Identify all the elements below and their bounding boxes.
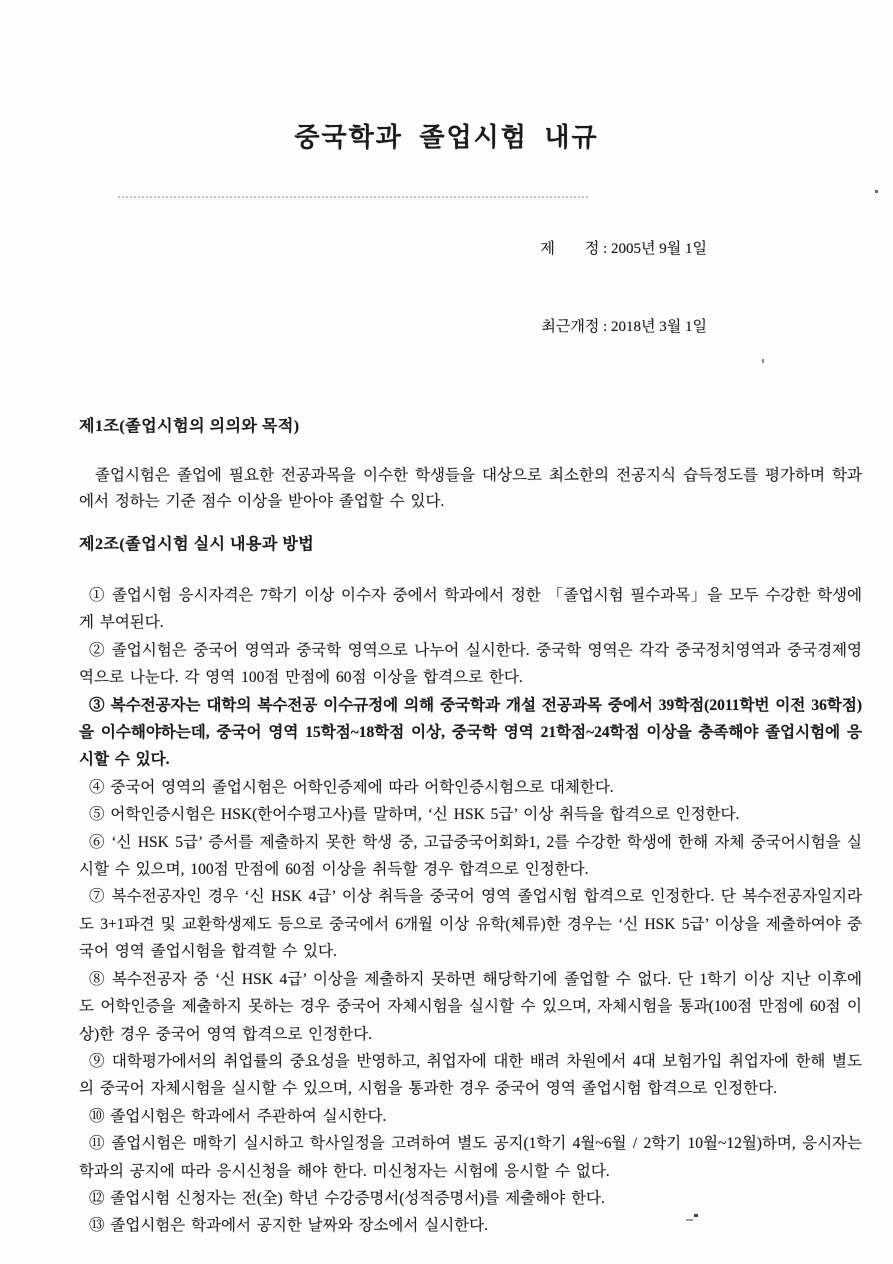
scan-artifact-speck [762,359,764,363]
article-2-item: ⑧ 복수전공자 중 ‘신 HSK 4급’ 이상을 제출하지 못하면 해당학기에 졸업할 수 없다. 단 1학기 이상 지난 이후에도 어학인증을 제출하지 못하는 경우 중국어 자체시험을 실시할 수 있으며, 자체시험을 통과(100점 만점에 60점 이상)한 경우 중국어 영역 합격으로 인정한다. [79,970,862,1043]
scan-artifact-speck [694,1214,698,1217]
article-1-body: 졸업시험은 졸업에 필요한 전공과목을 이수한 학생들을 대상으로 최소한의 전공지식 습득정도를 평가하며 학과에서 정하는 기준 점수 이상을 받아야 졸업할 수 있다. [79,467,862,510]
scan-artifact-speck [686,1219,693,1221]
document-title: 중국학과 졸업시험 내규 [294,123,599,152]
revised-date: 최근개정 : 2018년 3월 1일 [541,319,707,335]
article-2-item: ⑫ 졸업시험 신청자는 전(全) 학년 수강증명서(성적증명서)를 제출해야 한다. [89,1189,605,1207]
article-2-item: ⑦ 복수전공자인 경우 ‘신 HSK 4급’ 이상 취득을 중국어 영역 졸업시험 합격으로 인정한다. 단 복수전공자일지라도 3+1파견 및 교환학생제도 등으로 중국에서 6개월 이상 유학(체류)한 경우는 ‘신 HSK 5급’ 이상을 제출하여야 중국어 영역 졸업시험을 합격할 수 있다. [79,888,862,961]
article-2-heading: 제2조(졸업시험 실시 내용과 방법 [79,536,315,553]
article-2-item: ⑪ 졸업시험은 매학기 실시하고 학사일정을 고려하여 별도 공지(1학기 4월~6월 / 2학기 10월~12월)하며, 응시자는 학과의 공지에 따라 응시신청을 해야 한다. 미신청자는 시험에 응시할 수 없다. [79,1135,862,1180]
enacted-date: 제 정 : 2005년 9월 1일 [540,241,707,257]
article-2-item: ⑥ ‘신 HSK 5급’ 증서를 제출하지 못한 학생 중, 고급중국어회화1, 2를 수강한 학생에 한해 자체 중국어시험을 실시할 수 있으며, 100점 만점에 60점 이상을 취득할 경우 합격으로 인정한다. [79,833,862,879]
scan-artifact-speck [875,190,878,193]
article-2-item: ② 졸업시험은 중국어 영역과 중국학 영역으로 나누어 실시한다. 중국학 영역은 각각 중국정치영역과 중국경제영역으로 나눈다. 각 영역 100점 만점에 60점 이상을 합격으로 한다. [79,641,862,687]
document-body [0,416,893,1240]
article-2-item: ④ 중국어 영역의 졸업시험은 어학인증제에 따라 어학인증시험으로 대체한다. [89,778,614,796]
article-1-heading: 제1조(졸업시험의 의의와 목적) [79,418,300,435]
article-2-item: ⑨ 대학평가에서의 취업률의 중요성을 반영하고, 취업자에 대한 배려 차원에서 4대 보험가입 취업자에 한해 별도의 중국어 자체시험을 실시할 수 있으며, 시험을 통과한 경우 중국어 영역 졸업시험 합격으로 인정한다. [79,1052,862,1098]
article-2-item: ⑩ 졸업시험은 학과에서 주관하여 실시한다. [89,1107,387,1125]
article-2-item: ① 졸업시험 응시자격은 7학기 이상 이수자 중에서 학과에서 정한 「졸업시험 필수과목」을 모두 수강한 학생에게 부여된다. [79,587,862,632]
article-2-items [79,582,862,1240]
article-2-item: ⑬ 졸업시험은 학과에서 공지한 날짜와 장소에서 실시한다. [89,1217,489,1235]
article-2-item: ③ 복수전공자는 대학의 복수전공 이수규정에 의해 중국학과 개설 전공과목 중에서 39학점(2011학번 이전 36학점)을 이수해야하는데, 중국어 영역 15학점~18학점 이상, 중국학 영역 21학점~24학점 이상을 충족해야 졸업시험에 응시할 수 있다. [79,696,862,769]
enactment-dates [0,184,893,392]
scan-artifact-dotted-line [118,196,588,198]
article-2-item: ⑤ 어학인증시험은 HSK(한어수평고사)를 말하며, ‘신 HSK 5급’ 이상 취득을 합격으로 인정한다. [89,806,740,824]
